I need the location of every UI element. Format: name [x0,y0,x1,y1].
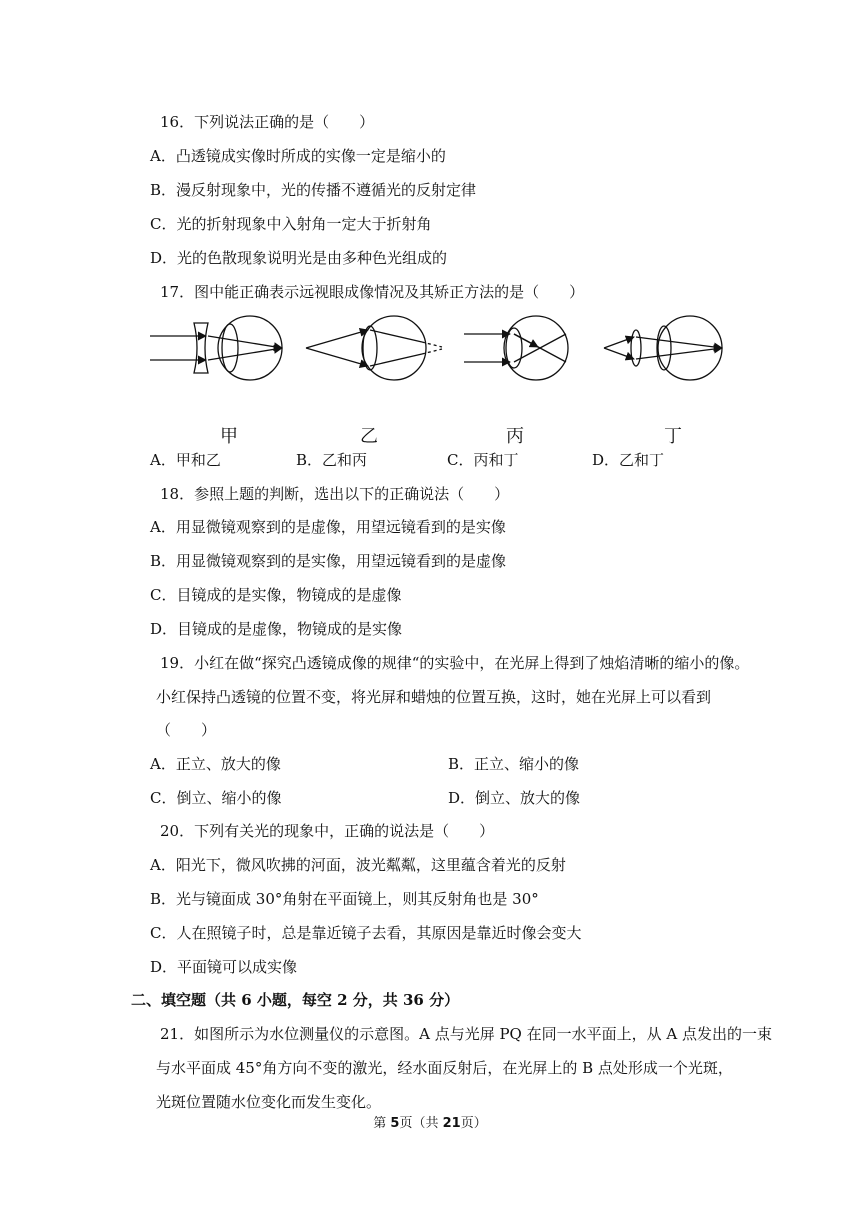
question-17-option-c: C．丙和丁 [447,451,519,469]
question-16-option-c: C．光的折射现象中入射角一定大于折射角 [150,215,432,233]
question-16-stem: 16．下列说法正确的是（ ） [160,113,375,131]
question-21-line1: 21．如图所示为水位测量仪的示意图。A 点与光屏 PQ 在同一水平面上，从 A 点发出的一束 [160,1025,772,1043]
question-20-option-b: B．光与镜面成 30°角射在平面镜上，则其反射角也是 30° [150,890,539,908]
question-16-option-d: D．光的色散现象说明光是由多种色光组成的 [150,249,448,267]
footer-total-pages: 21 [442,1116,461,1131]
question-19-stem-line1: 19．小红在做“探究凸透镜成像的规律“的实验中，在光屏上得到了烛焰清晰的缩小的像。 [160,654,750,672]
figure-label-ding: 丁 [664,426,682,447]
question-20-option-d: D．平面镜可以成实像 [150,958,298,976]
question-20-option-a: A．阳光下，微风吹拂的河面，波光粼粼，这里蕴含着光的反射 [150,856,566,874]
eye-diagrams [146,304,736,419]
question-19-option-b: B．正立、缩小的像 [448,755,580,773]
figure-label-jia: 甲 [220,426,238,447]
question-18-option-b: B．用显微镜观察到的是实像，用望远镜看到的是虚像 [150,552,507,570]
question-19-option-c: C．倒立、缩小的像 [150,789,282,807]
question-19-stem-line3: （ ） [156,721,217,739]
question-18-option-d: D．目镜成的是虚像，物镜成的是实像 [150,620,403,638]
eye-diagram-figure [146,304,736,447]
question-16-option-b: B．漫反射现象中，光的传播不遵循光的反射定律 [150,181,477,199]
eye-diagram-jia [150,316,282,380]
footer-mid: 页（共 [399,1116,443,1131]
footer-suffix: 页） [460,1116,487,1131]
question-18-option-c: C．目镜成的是实像，物镜成的是虚像 [150,586,402,604]
footer-prefix: 第 [373,1116,391,1131]
eye-diagram-bing [464,316,568,380]
question-17-option-a: A．甲和乙 [150,451,221,469]
page-footer [0,1112,860,1131]
question-20-option-c: C．人在照镜子时，总是靠近镜子去看，其原因是靠近时像会变大 [150,924,582,942]
question-16-option-a: A．凸透镜成实像时所成的实像一定是缩小的 [150,147,446,165]
section-2-title: 二、填空题（共 6 小题，每空 2 分，共 36 分） [131,991,460,1009]
question-18-stem: 18．参照上题的判断，选出以下的正确说法（ ） [160,485,510,503]
footer-page-number: 5 [390,1116,400,1131]
question-17-stem: 17．图中能正确表示远视眼成像情况及其矫正方法的是（ ） [160,283,585,301]
question-17-option-d: D．乙和丁 [592,451,665,469]
question-21-line3: 光斑位置随水位变化而发生变化。 [156,1093,382,1111]
question-19-option-d: D．倒立、放大的像 [448,789,581,807]
figure-label-bing: 丙 [506,426,524,447]
eye-diagram-yi [306,316,442,380]
question-17-option-b: B．乙和丙 [296,451,368,469]
figure-label-yi: 乙 [360,426,378,447]
question-19-stem-line2: 小红保持凸透镜的位置不变，将光屏和蜡烛的位置互换，这时，她在光屏上可以看到 [156,688,712,706]
question-18-option-a: A．用显微镜观察到的是虚像，用望远镜看到的是实像 [150,518,506,536]
question-19-option-a: A．正立、放大的像 [150,755,281,773]
eye-diagram-ding [604,316,722,380]
question-20-stem: 20．下列有关光的现象中，正确的说法是（ ） [160,822,495,840]
question-21-line2: 与水平面成 45°角方向不变的激光，经水面反射后，在光屏上的 B 点处形成一个光斑， [156,1059,733,1077]
